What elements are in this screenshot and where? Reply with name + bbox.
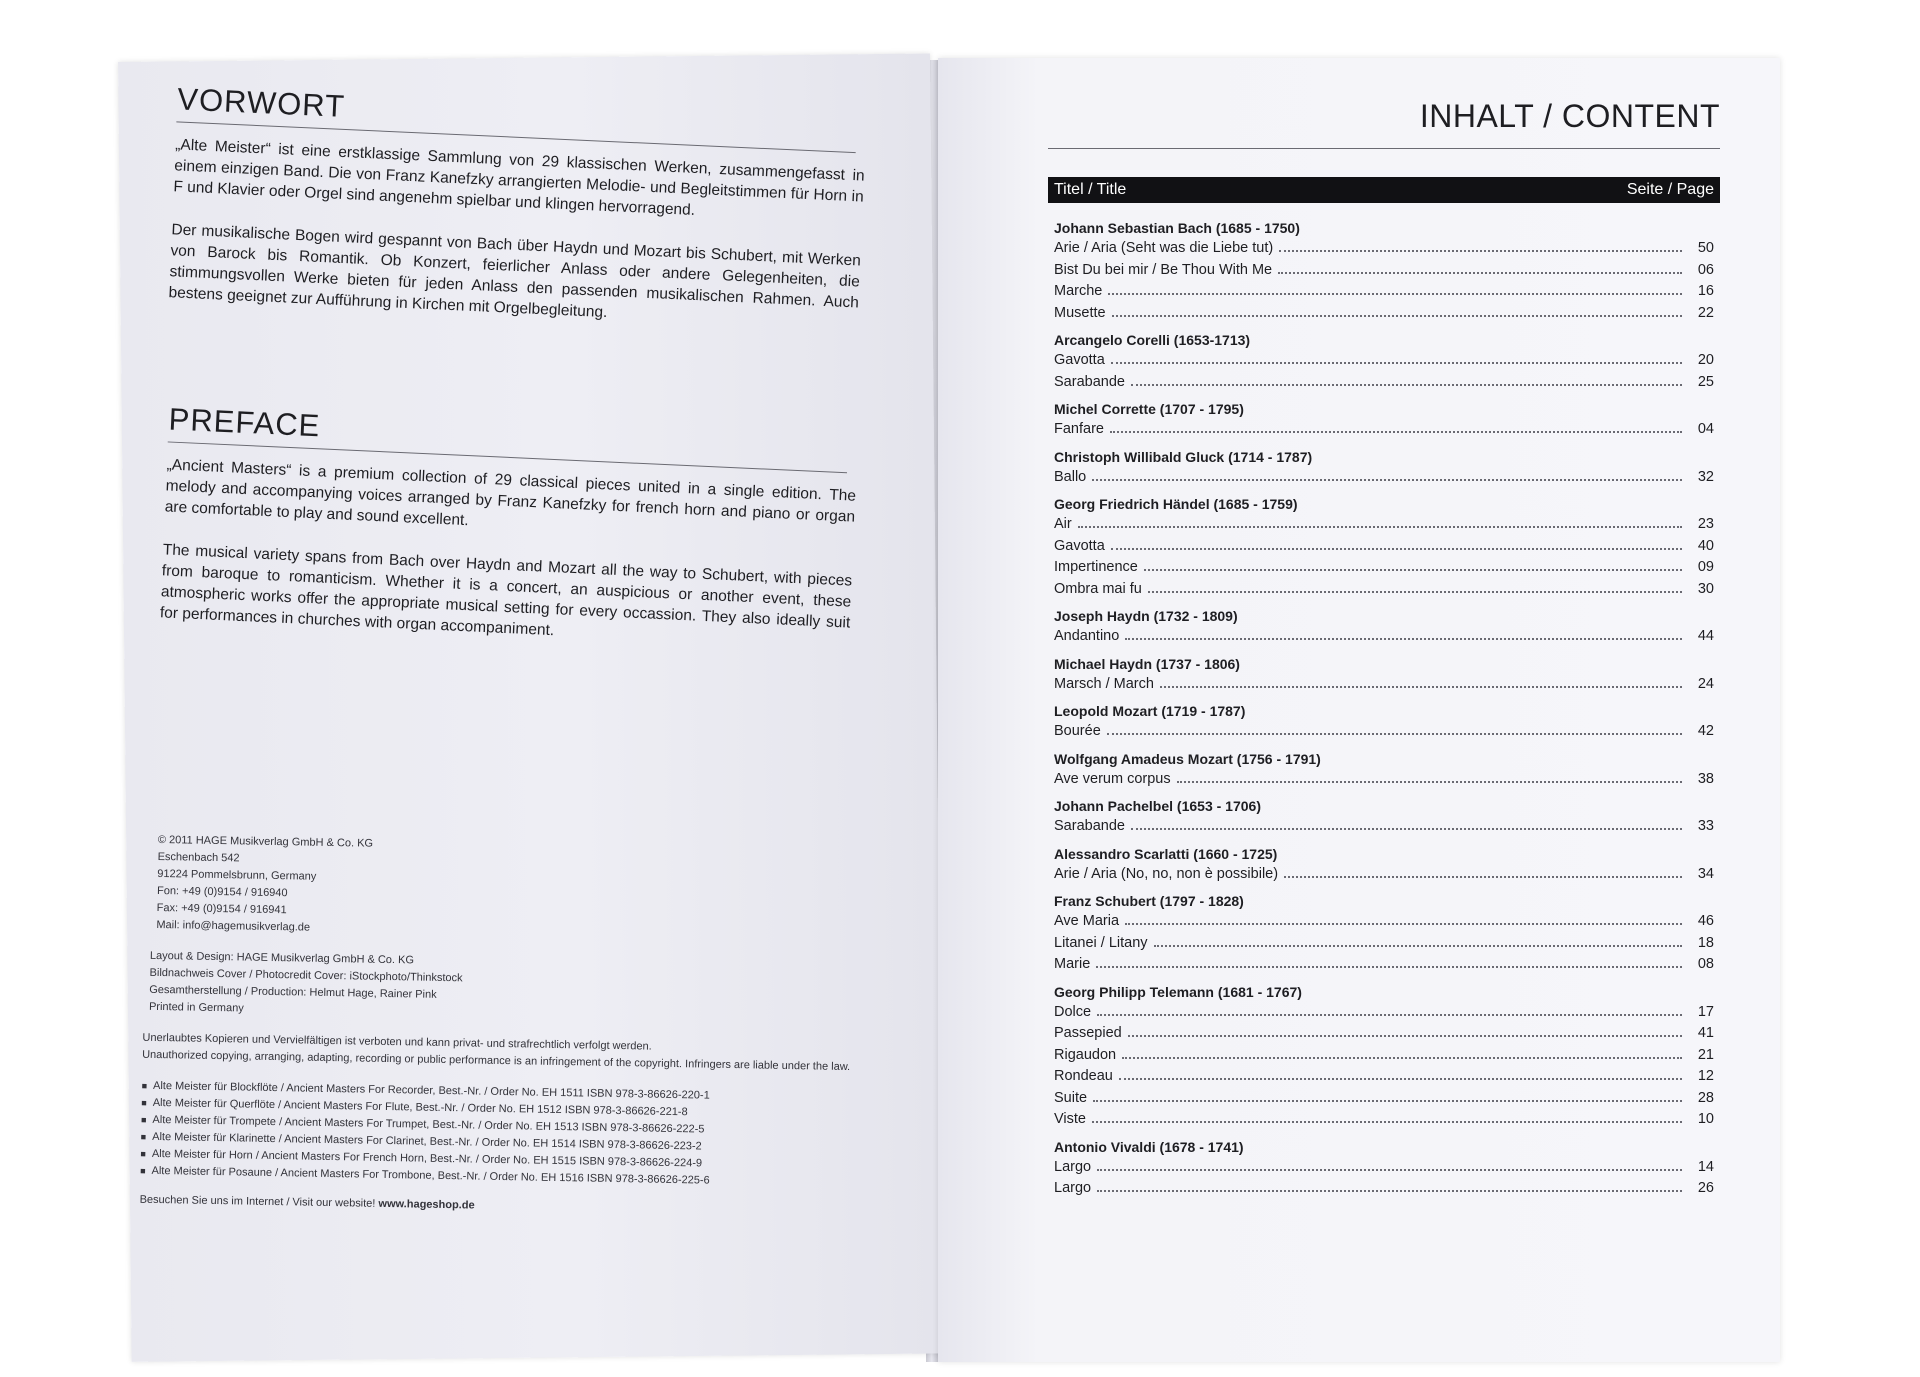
piece-page-number: 34 xyxy=(1697,865,1714,882)
website-line xyxy=(139,1192,899,1222)
piece-page-number: 20 xyxy=(1697,352,1714,368)
composer-block xyxy=(1054,494,1714,600)
toc-entry xyxy=(1054,626,1714,648)
toc-entry xyxy=(1054,350,1714,372)
preface-paragraph: The musical variety spans from Bach over Haydn and Mozart all the way to Schubert, with pieces from baroque to romanticism. Whether it is a concert, an auspicious or another event, these atmospheric works offer the appropriate musical setting for every occassion. They also ideally suit for performances in churches with organ accompaniment. xyxy=(159,541,853,640)
dot-leader xyxy=(1111,548,1682,550)
piece-page-number: 26 xyxy=(1697,1180,1714,1196)
piece-title: Litanei / Litany xyxy=(1054,934,1148,951)
publisher-line: 91224 Pommelsbrunn, Germany xyxy=(157,867,317,883)
composer-name: Johann Sebastian Bach (1685 - 1750) xyxy=(1054,220,1300,236)
piece-page-number: 25 xyxy=(1697,373,1714,390)
piece-title: Bist Du bei mir / Be Thou With Me xyxy=(1054,261,1273,278)
composer-block xyxy=(1054,891,1714,976)
composer-block xyxy=(1054,399,1714,441)
piece-page-number: 22 xyxy=(1697,304,1714,321)
piece-page-number: 23 xyxy=(1697,516,1714,532)
credits xyxy=(149,948,904,1029)
dot-leader xyxy=(1160,686,1682,688)
composer-block xyxy=(1054,330,1714,393)
dot-leader xyxy=(1131,828,1682,830)
piece-title: Viste xyxy=(1054,1111,1086,1127)
piece-page-number: 38 xyxy=(1697,770,1714,787)
dot-leader xyxy=(1148,591,1682,593)
toc-entry xyxy=(1054,769,1714,791)
edition-list xyxy=(140,1078,902,1193)
piece-page-number: 10 xyxy=(1697,1111,1714,1127)
publisher-line: Fax: +49 (0)9154 / 916941 xyxy=(156,901,287,917)
piece-title: Sarabande xyxy=(1054,818,1125,834)
toc-entry xyxy=(1054,864,1714,886)
piece-page-number: 16 xyxy=(1697,283,1714,299)
publisher-address xyxy=(156,832,906,947)
dot-leader xyxy=(1092,1121,1682,1123)
toc-entry xyxy=(1054,721,1714,743)
edition-item: ■ Alte Meister für Trompete / Ancient Masters For Trumpet, Best.-Nr. / Order No. EH 1513 ISBN 978-3-86626-222-5 xyxy=(141,1112,901,1142)
toc-entry xyxy=(1054,1002,1714,1024)
piece-page-number: 33 xyxy=(1697,818,1714,834)
composer-name: Franz Schubert (1797 - 1828) xyxy=(1054,893,1244,909)
piece-title: Andantino xyxy=(1054,628,1120,644)
toc-entry xyxy=(1054,536,1714,558)
piece-page-number: 44 xyxy=(1697,628,1714,644)
edition-item: ■ Alte Meister für Klarinette / Ancient Masters For Clarinet, Best.-Nr. / Order No. EH 1514 ISBN 978-3-86626-223-2 xyxy=(141,1129,901,1159)
credit-line: Printed in Germany xyxy=(148,1000,244,1015)
piece-title: Marie xyxy=(1054,956,1091,972)
composer-name: Georg Friedrich Händel (1685 - 1759) xyxy=(1054,496,1298,512)
toc-entry xyxy=(1054,1109,1714,1131)
toc-entry xyxy=(1054,954,1714,976)
vorwort-title: VORWORT xyxy=(176,81,346,124)
piece-page-number: 12 xyxy=(1697,1068,1714,1084)
toc-entry xyxy=(1054,281,1714,303)
piece-title: Largo xyxy=(1054,1180,1092,1196)
dot-leader xyxy=(1096,966,1682,968)
column-page-label: Seite / Page xyxy=(1626,181,1714,198)
piece-title: Marche xyxy=(1054,283,1103,299)
edition-item: ■ Alte Meister für Posaune / Ancient Masters For Trombone, Best.-Nr. / Order No. EH 1516 ISBN 978-3-86626-225-6 xyxy=(140,1163,900,1193)
piece-title: Sarabande xyxy=(1054,373,1125,390)
edition-item: ■ Alte Meister für Blockflöte / Ancient Masters For Recorder, Best.-Nr. / Order No. EH 1511 ISBN 978-3-86626-220-1 xyxy=(141,1078,901,1108)
piece-page-number: 04 xyxy=(1697,421,1714,437)
piece-page-number: 28 xyxy=(1697,1089,1714,1106)
dot-leader xyxy=(1177,781,1682,783)
composer-name: Arcangelo Corelli (1653-1713) xyxy=(1054,332,1251,348)
piece-title: Gavotta xyxy=(1054,352,1105,368)
preface-section xyxy=(158,401,888,677)
toc-entry xyxy=(1054,933,1714,955)
composer-block xyxy=(1054,218,1714,324)
piece-title: Rondeau xyxy=(1054,1068,1113,1084)
piece-page-number: 41 xyxy=(1697,1025,1714,1041)
composer-name: Christoph Willibald Gluck (1714 - 1787) xyxy=(1054,448,1313,465)
toc-entry xyxy=(1054,238,1714,260)
piece-page-number: 08 xyxy=(1697,956,1714,972)
left-page xyxy=(118,53,944,1361)
copyright-line: Unauthorized copying, arranging, adapting, recording or public performance is an infringement of the copyright. Infringers are liable under the law. xyxy=(142,1048,851,1074)
piece-page-number: 09 xyxy=(1697,559,1714,575)
piece-title: Rigaudon xyxy=(1054,1046,1117,1063)
toc-title: INHALT / CONTENT xyxy=(1419,98,1720,134)
dot-leader xyxy=(1122,1057,1682,1059)
composer-block xyxy=(1054,701,1714,743)
piece-page-number: 50 xyxy=(1697,240,1714,256)
toc-entry xyxy=(1054,467,1714,489)
vorwort-paragraph: „Alte Meister“ ist eine erstklassige Sammlung von 29 klassischen Werken, zusammengefasst in einem einzigen Band. Die von Franz Kanefzky arrangierten Melodie- und Begleitstimmen für Horn in F und Klavier oder Orgel sind angenehm spielbar und klingen hervorragend. xyxy=(173,136,866,219)
composer-block xyxy=(1054,982,1714,1131)
toc-rule xyxy=(1048,148,1720,149)
composer-block xyxy=(1054,796,1714,838)
toc-entry xyxy=(1054,1088,1714,1110)
column-title-label: Titel / Title xyxy=(1054,181,1127,198)
dot-leader xyxy=(1144,569,1682,571)
piece-title: Marsch / March xyxy=(1054,675,1154,692)
piece-page-number: 14 xyxy=(1697,1158,1714,1175)
publisher-line: © 2011 HAGE Musikverlag GmbH & Co. KG xyxy=(157,833,374,850)
dot-leader xyxy=(1279,250,1682,252)
toc-entry xyxy=(1054,1023,1714,1045)
composer-block xyxy=(1054,447,1714,489)
composer-block xyxy=(1054,606,1714,648)
dot-leader xyxy=(1097,1169,1682,1171)
dot-leader xyxy=(1110,431,1682,433)
dot-leader xyxy=(1125,638,1682,640)
composer-name: Georg Philipp Telemann (1681 - 1767) xyxy=(1054,983,1302,1000)
piece-title: Bourée xyxy=(1054,723,1101,739)
dot-leader xyxy=(1078,526,1682,528)
vorwort-paragraph: Der musikalische Bogen wird gespannt von Bach über Haydn und Mozart bis Schubert, mit Werken von Barock bis Romantik. Ob Konzert, feierlicher Anlass oder andere Gelegenheiten, die stimmungsvollen Werke bieten für jeden Anlass den passenden musikalischen Rahmen. Auch bestens geeignet zur Aufführung in Kirchen mit Orgelbegleitung. xyxy=(168,221,862,322)
publisher-line: Mail: info@hagemusikverlag.de xyxy=(156,918,311,934)
piece-title: Arie / Aria (Seht was die Liebe tut) xyxy=(1054,240,1274,256)
toc-entry xyxy=(1054,303,1714,325)
piece-title: Largo xyxy=(1054,1158,1092,1175)
piece-title: Suite xyxy=(1054,1089,1088,1106)
composer-block xyxy=(1054,749,1714,791)
preface-title: PREFACE xyxy=(167,401,322,444)
piece-title: Arie / Aria (No, no, non è possibile) xyxy=(1054,865,1279,882)
credit-line: Gesamtherstellung / Production: Helmut Hage, Rainer Pink xyxy=(149,983,437,1001)
dot-leader xyxy=(1097,1014,1682,1016)
dot-leader xyxy=(1125,923,1682,925)
composer-name: Leopold Mozart (1719 - 1787) xyxy=(1054,703,1246,719)
preface-paragraph: „Ancient Masters“ is a premium collection of 29 classical pieces united in a single edition. The melody and accompanying voices arranged by Franz Kanefzky for french horn and piano or organ are comfortable to play and sound excellent. xyxy=(164,456,857,530)
piece-title: Gavotta xyxy=(1054,537,1105,554)
website-prefix: Besuchen Sie uns im Internet / Visit our website! xyxy=(139,1193,379,1210)
toc-column-header xyxy=(1048,177,1720,203)
piece-page-number: 24 xyxy=(1697,675,1714,692)
toc-entry xyxy=(1054,579,1714,601)
website-link[interactable]: www.hageshop.de xyxy=(378,1197,475,1212)
piece-title: Ombra mai fu xyxy=(1054,580,1142,597)
piece-page-number: 42 xyxy=(1697,723,1714,739)
dot-leader xyxy=(1097,1190,1682,1192)
toc-entry xyxy=(1054,674,1714,696)
dot-leader xyxy=(1131,384,1682,386)
right-page xyxy=(938,58,1780,1362)
piece-title: Ballo xyxy=(1054,468,1087,485)
piece-title: Fanfare xyxy=(1054,421,1104,437)
dot-leader xyxy=(1108,293,1682,295)
toc-entry xyxy=(1054,1066,1714,1088)
dot-leader xyxy=(1093,1100,1682,1102)
piece-page-number: 21 xyxy=(1697,1046,1714,1063)
piece-page-number: 17 xyxy=(1697,1003,1714,1020)
toc-entry xyxy=(1054,1157,1714,1179)
piece-title: Air xyxy=(1054,516,1072,532)
publisher-line: Eschenbach 542 xyxy=(157,850,240,865)
toc-entry xyxy=(1054,419,1714,441)
toc-entry xyxy=(1054,1178,1714,1200)
piece-title: Dolce xyxy=(1054,1003,1092,1020)
composer-name: Alessandro Scarlatti (1660 - 1725) xyxy=(1054,845,1278,862)
dot-leader xyxy=(1284,876,1682,878)
composer-name: Antonio Vivaldi (1678 - 1741) xyxy=(1054,1138,1244,1155)
dot-leader xyxy=(1278,272,1682,274)
toc-entry xyxy=(1054,557,1714,579)
copyright-line: Unerlaubtes Kopieren und Vervielfältigen ist verboten und kann privat- und strafrechtlich verfolgt werden. xyxy=(142,1031,652,1053)
piece-page-number: 06 xyxy=(1697,261,1714,278)
piece-title: Musette xyxy=(1054,304,1106,321)
toc-entry xyxy=(1054,514,1714,536)
imprint xyxy=(139,832,905,1222)
composer-name: Joseph Haydn (1732 - 1809) xyxy=(1054,608,1238,624)
edition-item: ■ Alte Meister für Querflöte / Ancient Masters For Flute, Best.-Nr. / Order No. EH 1512 ISBN 978-3-86626-221-8 xyxy=(141,1095,901,1125)
composer-block xyxy=(1054,844,1714,886)
composer-name: Michael Haydn (1737 - 1806) xyxy=(1054,655,1240,672)
composer-block xyxy=(1054,654,1714,696)
toc-entry xyxy=(1054,260,1714,282)
piece-page-number: 18 xyxy=(1697,934,1714,951)
dot-leader xyxy=(1154,945,1682,947)
composer-name: Johann Pachelbel (1653 - 1706) xyxy=(1054,798,1261,814)
publisher-line: Fon: +49 (0)9154 / 916940 xyxy=(156,884,288,900)
dot-leader xyxy=(1128,1035,1682,1037)
composer-name: Wolfgang Amadeus Mozart (1756 - 1791) xyxy=(1054,750,1321,767)
piece-page-number: 46 xyxy=(1697,913,1714,929)
piece-title: Passepied xyxy=(1054,1025,1122,1041)
piece-page-number: 40 xyxy=(1697,537,1714,554)
toc-list xyxy=(1054,218,1714,1206)
toc-entry xyxy=(1054,816,1714,838)
piece-title: Ave verum corpus xyxy=(1054,770,1171,787)
composer-name: Michel Corrette (1707 - 1795) xyxy=(1054,401,1244,417)
piece-page-number: 30 xyxy=(1697,580,1714,597)
dot-leader xyxy=(1107,733,1682,735)
toc-entry xyxy=(1054,372,1714,394)
piece-title: Ave Maria xyxy=(1054,913,1120,929)
toc-entry xyxy=(1054,1045,1714,1067)
dot-leader xyxy=(1112,315,1682,317)
dot-leader xyxy=(1092,479,1682,481)
composer-block xyxy=(1054,1137,1714,1200)
piece-title: Impertinence xyxy=(1054,559,1138,575)
copyright-notice xyxy=(142,1030,902,1077)
vorwort-section xyxy=(167,81,897,357)
edition-item: ■ Alte Meister für Horn / Ancient Masters For French Horn, Best.-Nr. / Order No. EH 1515 ISBN 978-3-86626-224-9 xyxy=(140,1146,900,1176)
piece-page-number: 32 xyxy=(1697,468,1714,485)
dot-leader xyxy=(1119,1078,1682,1080)
credit-line: Bildnachweis Cover / Photocredit Cover: iStockphoto/Thinkstock xyxy=(149,966,463,985)
toc-entry xyxy=(1054,911,1714,933)
dot-leader xyxy=(1111,362,1682,364)
credit-line: Layout & Design: HAGE Musikverlag GmbH & Co. KG xyxy=(149,949,415,967)
